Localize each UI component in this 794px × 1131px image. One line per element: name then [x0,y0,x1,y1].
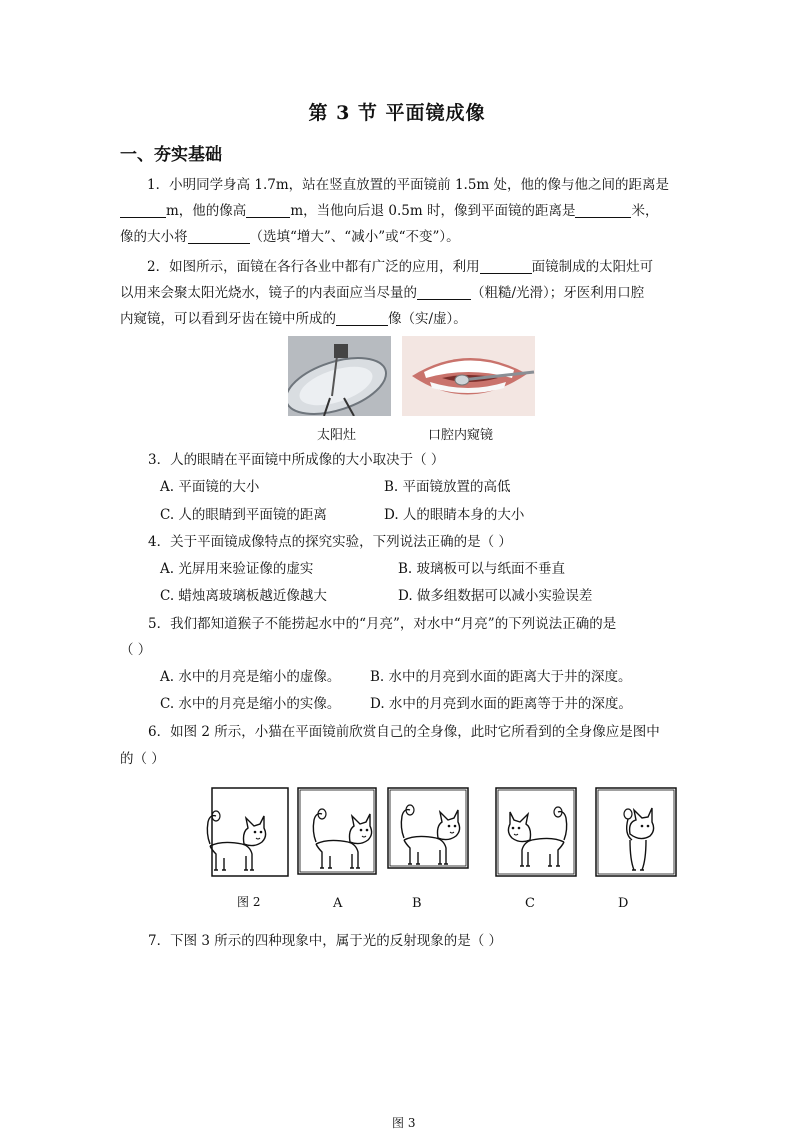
q5-option-b[interactable]: B. 水中的月亮到水面的距离大于井的深度。 [370,669,632,685]
cat-option-a [313,809,371,868]
q1-blank-2[interactable] [246,203,290,218]
q4-option-a[interactable]: A. 光屏用来验证像的虚实 [160,561,314,577]
question-7-stem: 7．下图 3 所示的四种现象中，属于光的反射现象的是（ ） [148,933,503,949]
q3-option-b[interactable]: B. 平面镜放置的高低 [384,479,511,495]
q2-blank-1[interactable] [480,259,532,274]
question-6-stem-cont: 的（ ） [120,751,165,767]
q1-text-b: m，他的像高 [166,203,247,219]
cat-option-c [508,807,566,866]
question-4-stem: 4．关于平面镜成像特点的探究实验，下列说法正确的是（ ） [148,534,512,550]
q1-text-e: 像的大小将 [120,229,188,245]
q5-option-a[interactable]: A. 水中的月亮是缩小的虚像。 [160,669,341,685]
question-3-stem: 3．人的眼睛在平面镜中所成像的大小取决于（ ） [148,452,445,468]
q4-option-c[interactable]: C. 蜡烛离玻璃板越近像越大 [160,588,327,604]
cat-option-d [624,808,654,870]
q1-blank-3[interactable] [575,203,631,218]
q3-option-a[interactable]: A. 平面镜的大小 [160,479,260,495]
figure-2-label: 图 2 [237,895,261,909]
q4-option-b[interactable]: B. 玻璃板可以与纸面不垂直 [398,561,566,577]
q1-text-f: （选填“增大”、“减小”或“不变”）。 [249,229,460,245]
dental-mirror-photo [402,336,535,416]
q1-text-d: 米， [631,203,659,219]
q1-blank-4[interactable] [188,229,250,244]
option-label-a: A [333,896,343,911]
q1-blank-1[interactable] [120,203,166,218]
q4-option-d[interactable]: D. 做多组数据可以减小实验误差 [398,588,593,604]
cat-option-b [401,805,459,864]
figure-3-label-partial: 图 3 [392,1116,416,1130]
q1-text-c: m，当他向后退 0.5m 时，像到平面镜的距离是 [290,203,576,219]
q1-text-a: 1．小明同学身高 1.7m，站在竖直放置的平面镜前 1.5m 处，他的像与他之间的距离是 [147,177,670,193]
dental-mirror-caption: 口腔内窥镜 [428,428,494,443]
question-6-stem: 6．如图 2 所示，小猫在平面镜前欣赏自己的全身像，此时它所看到的全身像应是图中 [148,724,660,740]
q2-text-a: 2．如图所示，面镜在各行各业中都有广泛的应用，利用 [147,259,480,275]
option-label-c: C [525,896,535,911]
question-1 [120,172,675,250]
question-5-stem: 5．我们都知道猴子不能捞起水中的“月亮”，对水中“月亮”的下列说法正确的是 [148,616,617,632]
q3-option-c[interactable]: C. 人的眼睛到平面镜的距离 [160,507,327,523]
q5-option-c[interactable]: C. 水中的月亮是缩小的实像。 [160,696,341,712]
q2-blank-2[interactable] [417,285,471,300]
q5-option-d[interactable]: D. 水中的月亮到水面的距离等于井的深度。 [370,696,632,712]
page-title: 第 3 节 平面镜成像 [308,102,486,124]
q2-text-b: 面镜制成的太阳灶可 [531,259,654,275]
q5-answer-paren: （ ） [120,642,152,658]
section-heading: 一、夯实基础 [120,145,222,165]
solar-cooker-photo [288,336,391,416]
q2-text-c: 以用来会聚太阳光烧水，镜子的内表面应当尽量的 [120,285,417,301]
cat-fig2 [207,811,265,870]
q2-text-d: （粗糙/光滑）；牙医利用口腔 [471,285,645,301]
question-2 [120,254,675,332]
q3-option-d[interactable]: D. 人的眼睛本身的大小 [384,507,525,523]
option-label-d: D [618,896,629,911]
option-label-b: B [412,896,422,911]
solar-cooker-caption: 太阳灶 [317,428,357,443]
figure-2-cats [200,782,680,882]
q2-text-f: 像（实/虚）。 [388,311,467,327]
q2-text-e: 内窥镜，可以看到牙齿在镜中所成的 [120,311,336,327]
q2-blank-3[interactable] [336,311,388,326]
